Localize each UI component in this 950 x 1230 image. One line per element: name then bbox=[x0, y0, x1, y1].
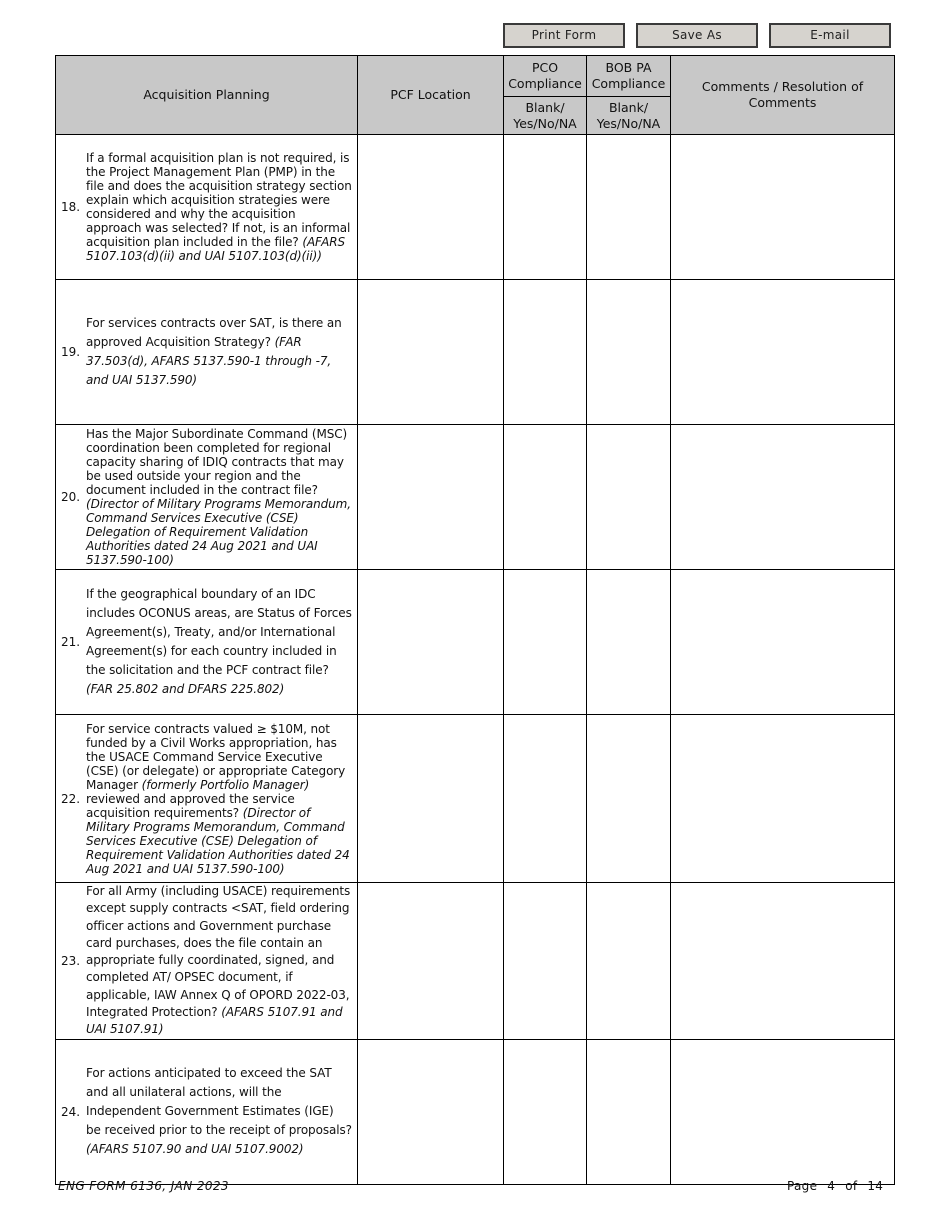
bob-compliance-field[interactable] bbox=[587, 135, 671, 280]
pco-compliance-field[interactable] bbox=[504, 425, 587, 570]
comments-field[interactable] bbox=[671, 570, 895, 715]
header-pcf-location: PCF Location bbox=[358, 56, 504, 135]
question-note: (formerly Portfolio Manager) bbox=[141, 777, 310, 792]
question-reference: (Director of Military Programs Memorandum, Command Services Executive (CSE) Delegation of Requirement Validation Authorities dated 24 Aug 2021 and UAI 5137.590-100) bbox=[86, 497, 351, 567]
question-number: 24. bbox=[61, 1104, 81, 1119]
print-form-button[interactable]: Print Form bbox=[503, 23, 625, 48]
pcf-location-field[interactable] bbox=[358, 1039, 504, 1184]
question-number: 21. bbox=[61, 635, 81, 649]
of-label: of bbox=[845, 1179, 858, 1193]
header-bob-pa-compliance: BOB PA Compliance bbox=[587, 56, 671, 97]
table-row bbox=[56, 425, 895, 570]
header-comments: Comments / Resolution of Comments bbox=[671, 56, 895, 135]
header-pco-subtitle: Blank/ Yes/No/NA bbox=[504, 97, 587, 135]
question-reference: (FAR 25.802 and DFARS 225.802) bbox=[86, 682, 285, 696]
pco-compliance-field[interactable] bbox=[504, 570, 587, 715]
form-identifier: ENG FORM 6136, JAN 2023 bbox=[58, 1179, 229, 1193]
bob-compliance-field[interactable] bbox=[587, 280, 671, 425]
question-cell bbox=[56, 135, 358, 280]
question-cell bbox=[56, 425, 358, 570]
comments-field[interactable] bbox=[671, 715, 895, 883]
email-button[interactable]: E-mail bbox=[769, 23, 891, 48]
question-cell bbox=[56, 1039, 358, 1184]
question-number: 22. bbox=[61, 791, 81, 806]
question-text: Has the Major Subordinate Command (MSC) coordination been completed for regional capacity sharing of IDIQ contracts that may be used outside your region and the document included in the contract file? (Director of Military Programs Memorandum, Command Services Executive (CSE) Delegation of Requirement Validation Authorities dated 24 Aug 2021 and UAI 5137.590-100) bbox=[86, 427, 351, 567]
page-total: 14 bbox=[867, 1179, 884, 1193]
question-number: 20. bbox=[61, 490, 81, 504]
bob-compliance-field[interactable] bbox=[587, 1039, 671, 1184]
question-text: If a formal acquisition plan is not required, is the Project Management Plan (PMP) in the file and does the acquisition strategy section explain which acquisition strategies were considered and why the acquisition approach was selected? If not, is an informal acquisition plan included in the file? (AFARS 5107.103(d)(ii) and UAI 5107.103(d)(ii)) bbox=[86, 151, 352, 263]
question-reference: (AFARS 5107.91 and UAI 5107.91) bbox=[86, 1005, 343, 1037]
comments-field[interactable] bbox=[671, 883, 895, 1040]
pco-compliance-field[interactable] bbox=[504, 135, 587, 280]
table-row bbox=[56, 280, 895, 425]
comments-field[interactable] bbox=[671, 135, 895, 280]
page-indicator bbox=[787, 1179, 883, 1193]
question-cell bbox=[56, 715, 358, 883]
pco-compliance-field[interactable] bbox=[504, 280, 587, 425]
question-number: 19. bbox=[61, 345, 81, 359]
table-row bbox=[56, 715, 895, 883]
pco-compliance-field[interactable] bbox=[504, 1039, 587, 1184]
bob-compliance-field[interactable] bbox=[587, 883, 671, 1040]
question-number: 18. bbox=[61, 200, 81, 214]
question-cell bbox=[56, 570, 358, 715]
comments-field[interactable] bbox=[671, 1039, 895, 1184]
question-cell bbox=[56, 280, 358, 425]
header-bob-subtitle: Blank/ Yes/No/NA bbox=[587, 97, 671, 135]
table-row bbox=[56, 135, 895, 280]
header-pco-compliance: PCO Compliance bbox=[504, 56, 587, 97]
pco-compliance-field[interactable] bbox=[504, 715, 587, 883]
question-reference: (AFARS 5107.90 and UAI 5107.9002) bbox=[86, 1142, 304, 1157]
question-text: For services contracts over SAT, is there an approved Acquisition Strategy? (FAR 37.503(d), AFARS 5137.590-1 through -7, and UAI 5137.590) bbox=[86, 316, 342, 387]
question-text: For actions anticipated to exceed the SAT and all unilateral actions, will the Independent Government Estimates (IGE) be received prior to the receipt of proposals? (AFARS 5107.90 and UAI 5107.9002) bbox=[86, 1066, 352, 1157]
pcf-location-field[interactable] bbox=[358, 135, 504, 280]
question-reference: (AFARS 5107.103(d)(ii) and UAI 5107.103(d)(ii)) bbox=[86, 235, 346, 263]
save-as-button[interactable]: Save As bbox=[636, 23, 758, 48]
question-reference: (Director of Military Programs Memorandum, Command Services Executive (CSE) Delegation of Requirement Validation Authorities dated 24 Aug 2021 and UAI 5137.590-100) bbox=[86, 805, 350, 876]
pcf-location-field[interactable] bbox=[358, 883, 504, 1040]
bob-compliance-field[interactable] bbox=[587, 715, 671, 883]
question-text: For all Army (including USACE) requirements except supply contracts <SAT, field ordering officer actions and Government purchase card purchases, does the file contain an appropriate fully coordinated, signed, and completed AT/ OPSEC document, if applicable, IAW Annex Q of OPORD 2022-03, Integrated Protection? (AFARS 5107.91 and UAI 5107.91) bbox=[86, 884, 351, 1037]
comments-field[interactable] bbox=[671, 425, 895, 570]
pco-compliance-field[interactable] bbox=[504, 883, 587, 1040]
comments-field[interactable] bbox=[671, 280, 895, 425]
question-reference: (FAR 37.503(d), AFARS 5137.590-1 through -7, and UAI 5137.590) bbox=[86, 335, 332, 387]
question-text: For service contracts valued ≥ $10M, not funded by a Civil Works appropriation, has the USACE Command Service Executive (CSE) (or delegate) or appropriate Category Manager (formerly Portfolio Manager) reviewed and approved the service acquisition requirements? (Director of Military Programs Memorandum, Command Services Executive (CSE) Delegation of Requirement Validation Authorities dated 24 Aug 2021 and UAI 5137.590-100) bbox=[86, 721, 350, 876]
bob-compliance-field[interactable] bbox=[587, 570, 671, 715]
pcf-location-field[interactable] bbox=[358, 280, 504, 425]
pcf-location-field[interactable] bbox=[358, 425, 504, 570]
table-row bbox=[56, 1039, 895, 1184]
question-text: If the geographical boundary of an IDC includes OCONUS areas, are Status of Forces Agreement(s), Treaty, and/or International Agreement(s) for each country included in the solicitation and the PCF contract file? (FAR 25.802 and DFARS 225.802) bbox=[86, 587, 352, 696]
pcf-location-field[interactable] bbox=[358, 715, 504, 883]
table-row bbox=[56, 570, 895, 715]
bob-compliance-field[interactable] bbox=[587, 425, 671, 570]
pcf-location-field[interactable] bbox=[358, 570, 504, 715]
acquisition-planning-table bbox=[55, 55, 895, 1185]
page-label: Page bbox=[787, 1179, 818, 1193]
header-acquisition-planning: Acquisition Planning bbox=[56, 56, 358, 135]
page-number: 4 bbox=[827, 1179, 836, 1193]
question-cell bbox=[56, 883, 358, 1040]
table-row bbox=[56, 883, 895, 1040]
question-number: 23. bbox=[61, 953, 81, 968]
